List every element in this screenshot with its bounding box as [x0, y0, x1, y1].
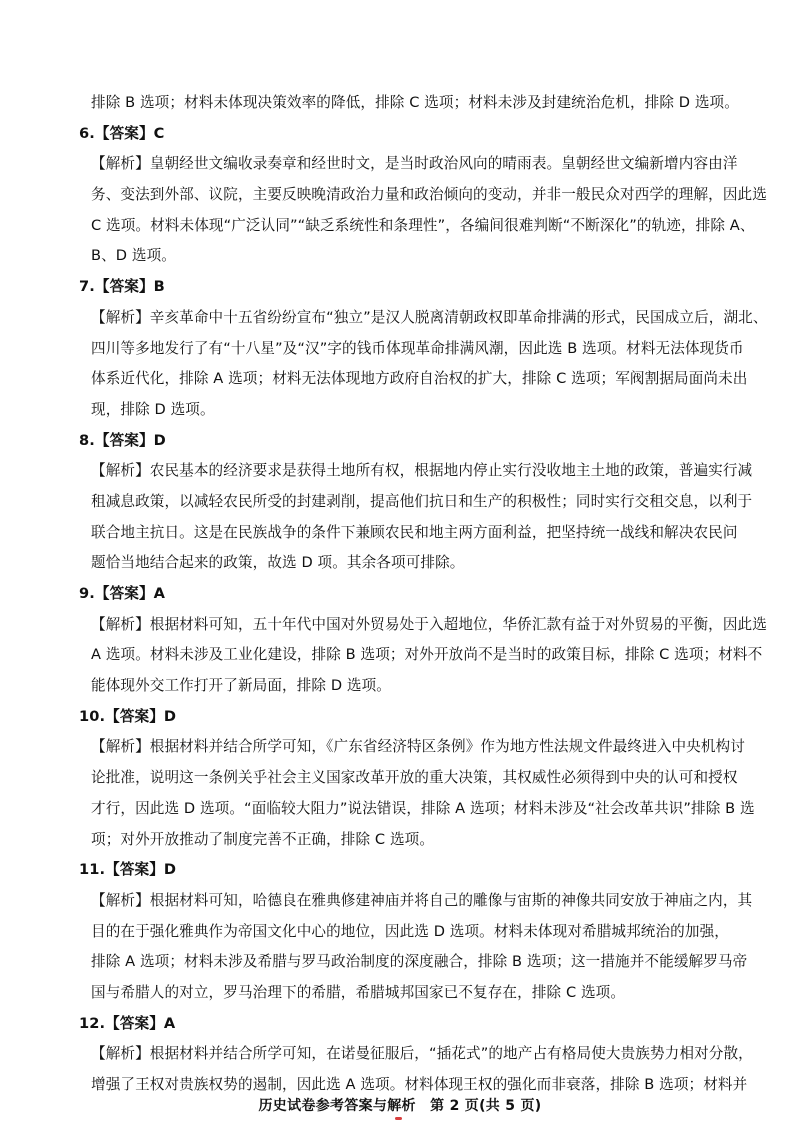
analysis-line: 【解析】农民基本的经济要求是获得土地所有权，根据地内停止实行没收地主土地的政策，普遍实行减: [91, 462, 753, 480]
analysis-line: 租减息政策，以减轻农民所受的封建剥削，提高他们抗日和生产的积极性；同时实行交租交息，以利于: [91, 492, 753, 510]
answer-heading: 9.【答案】A: [79, 585, 166, 602]
analysis-line: B、D 选项。: [91, 247, 176, 265]
analysis-line: 【解析】皇朝经世文编收录奏章和经世时文，是当时政治风向的晴雨表。皇朝经世文编新增内容由洋: [91, 155, 738, 173]
analysis-line: 论批准，说明这一条例关乎社会主义国家改革开放的重大决策，其权威性必须得到中央的认可和授权: [91, 769, 738, 787]
analysis-line: 目的在于强化雅典作为帝国文化中心的地位，因此选 D 选项。材料未体现对希腊城邦统治的加强，: [91, 922, 729, 940]
analysis-line: 现，排除 D 选项。: [91, 400, 215, 418]
analysis-line: 才行，因此选 D 选项。“面临较大阻力”说法错误，排除 A 选项；材料未涉及“社会改革共识”排除 B 选: [91, 799, 755, 817]
analysis-line: 排除 B 选项；材料未体现决策效率的降低，排除 C 选项；材料未涉及封建统治危机，排除 D 选项。: [91, 94, 739, 111]
analysis-line: 能体现外交工作打开了新局面，排除 D 选项。: [91, 677, 391, 695]
analysis-line: 题恰当地结合起来的政策，故选 D 项。其余各项可排除。: [91, 554, 465, 572]
analysis-line: 增强了王权对贵族权势的遏制，因此选 A 选项。材料体现王权的强化而非衰落，排除 B 选项；材料并: [91, 1076, 748, 1093]
analysis-line: A 选项。材料未涉及工业化建设，排除 B 选项；对外开放尚不是当时的政策目标，排除 C 选项；材料不: [91, 646, 763, 664]
answer-content: [79, 88, 768, 1101]
answer-heading: 7.【答案】B: [79, 278, 165, 296]
analysis-line: 【解析】根据材料并结合所学可知，《广东省经济特区条例》作为地方性法规文件最终进入中央机构讨: [91, 738, 745, 756]
analysis-line: C 选项。材料未体现“广泛认同”“缺乏系统性和条理性”，各编间很难判断“不断深化”的轨迹，排除 A、: [91, 216, 755, 234]
page-footer: 历史试卷参考答案与解析 第 2 页(共 5 页): [258, 1098, 542, 1114]
answer-heading: 6.【答案】C: [79, 124, 165, 142]
analysis-line: 【解析】根据材料可知，哈德良在雅典修建神庙并将自己的雕像与宙斯的神像共同安放于神庙之内，其: [91, 891, 753, 909]
analysis-line: 【解析】辛亥革命中十五省纷纷宣布“独立”是汉人脱离清朝政权即革命排满的形式，民国成立后，湖北、: [91, 308, 768, 326]
analysis-line: 四川等多地发行了有“十八星”及“汉”字的钱币体现革命排满风潮，因此选 B 选项。材料无法体现货币: [91, 339, 744, 357]
analysis-line: 国与希腊人的对立，罗马治理下的希腊，希腊城邦国家已不复存在，排除 C 选项。: [91, 983, 626, 1001]
red-mark-icon: [395, 1117, 402, 1120]
analysis-line: 体系近代化，排除 A 选项；材料无法体现地方政府自治权的扩大，排除 C 选项；军阀割据局面尚未出: [91, 370, 748, 388]
analysis-line: 【解析】根据材料并结合所学可知，在诺曼征服后，“插花式”的地产占有格局使大贵族势力相对分散，: [91, 1045, 753, 1063]
answer-heading: 11.【答案】D: [79, 861, 177, 879]
answer-heading: 8.【答案】D: [79, 431, 166, 449]
analysis-line: 排除 A 选项；材料未涉及希腊与罗马政治制度的深度融合，排除 B 选项；这一措施并不能缓解罗马帝: [91, 953, 748, 971]
analysis-line: 项；对外开放推动了制度完善不正确，排除 C 选项。: [91, 830, 435, 848]
analysis-line: 联合地主抗日。这是在民族战争的条件下兼顾农民和地主两方面利益，把坚持统一战线和解决农民问: [91, 523, 738, 541]
answer-heading: 12.【答案】A: [79, 1014, 176, 1032]
answer-heading: 10.【答案】D: [79, 707, 177, 725]
analysis-line: 务、变法到外部、议院，主要反映晚清政治力量和政治倾向的变动，并非一般民众对西学的理解，因此选: [91, 186, 767, 204]
analysis-line: 【解析】根据材料可知，五十年代中国对外贸易处于入超地位，华侨汇款有益于对外贸易的平衡，因此选: [91, 615, 767, 633]
